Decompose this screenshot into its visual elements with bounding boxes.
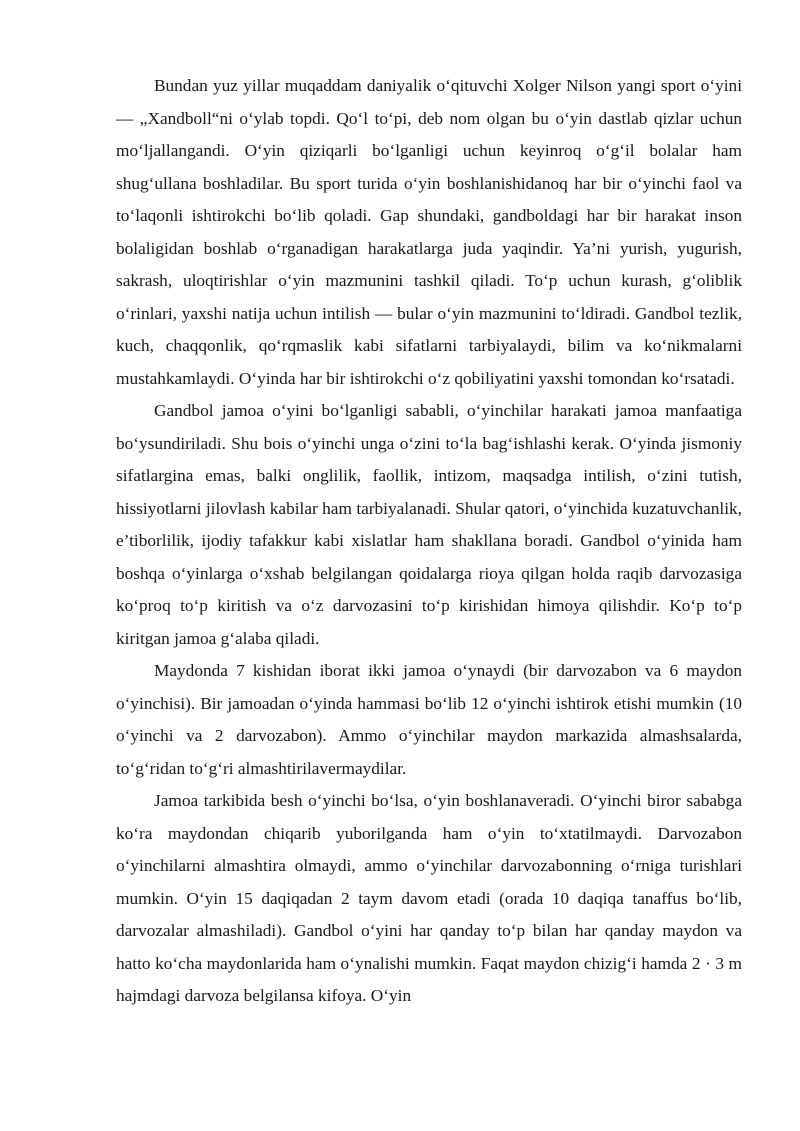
paragraph-1: Bundan yuz yillar muqaddam daniyalik o‘qituvchi Xolger Nilson yangi sport o‘yini — „Xandboll“ni o‘ylab topdi. Qo‘l to‘pi, deb nom olgan bu o‘yin dastlab qizlar uchun mo‘ljallangandi. O‘yin qiziqarli bo‘lganligi uchun keyinroq o‘g‘il bolalar ham shug‘ullana boshladilar. Bu sport turida o‘yin boshlanishidanoq har bir o‘yinchi faol va to‘laqonli ishtirokchi bo‘lib qoladi. Gap shundaki, gandboldagi har bir harakat inson bolaligidan boshlab o‘rganadigan harakatlarga juda yaqindir. Ya’ni yurish, yugurish, sakrash, uloqtirishlar o‘yin mazmunini tashkil qiladi. To‘p uchun kurash, g‘oliblik o‘rinlari, yaxshi natija uchun intilish — bular o‘yin mazmunini to‘ldiradi. Gandbol tezlik, kuch, chaqqonlik, qo‘rqmaslik kabi sifatlarni tarbiyalaydi, bilim va ko‘nikmalarni mustahkamlaydi. O‘yinda har bir ishtirokchi o‘z qobiliyatini yaxshi tomondan ko‘rsatadi. [116,76,742,388]
document-body [116,70,742,1013]
paragraph-4: Jamoa tarkibida besh o‘yinchi bo‘lsa, o‘yin boshlanaveradi. O‘yinchi biror sababga ko‘ra maydondan chiqarib yuborilganda ham o‘yin to‘xtatilmaydi. Darvozabon o‘yinchilarni almashtira olmaydi, ammo o‘yinchilar darvozabonning o‘rniga turishlari mumkin. O‘yin 15 daqiqadan 2 taym davom etadi (orada 10 daqiqa tanaffus bo‘lib, darvozalar almashiladi). Gandbol o‘yini har qanday to‘p bilan har qanday maydon va hatto ko‘cha maydonlarida ham o‘ynalishi mumkin. Faqat maydon chizig‘i hamda 2 · 3 m hajmdagi darvoza belgilansa kifoya. O‘yin [116,791,742,1005]
paragraph-2: Gandbol jamoa o‘yini bo‘lganligi sababli, o‘yinchilar harakati jamoa manfaatiga bo‘ysundiriladi. Shu bois o‘yinchi unga o‘zini to‘la bag‘ishlashi kerak. O‘yinda jismoniy sifatlargina emas, balki onglilik, faollik, intizom, maqsadga intilish, o‘zini tutish, hissiyotlarni jilovlash kabilar ham tarbiyalanadi. Shular qatori, o‘yinchida kuzatuvchanlik, e’tiborlilik, ijodiy tafakkur kabi xislatlar ham shakllana boradi. Gandbol o‘yinida ham boshqa o‘yinlarga o‘xshab belgilangan qoidalarga rioya qilgan holda raqib darvozasiga ko‘proq to‘p kiritish va o‘z darvozasini to‘p kirishidan himoya qilishdir. Ko‘p to‘p kiritgan jamoa g‘alaba qiladi. [116,401,742,648]
paragraph-3: Maydonda 7 kishidan iborat ikki jamoa o‘ynaydi (bir darvozabon va 6 maydon o‘yinchisi). Bir jamoadan o‘yinda hammasi bo‘lib 12 o‘yinchi ishtirok etishi mumkin (10 o‘yinchi va 2 darvozabon). Ammo o‘yinchilar maydon markazida almashsalarda, to‘g‘ridan to‘g‘ri almashtirilavermaydilar. [116,661,742,778]
